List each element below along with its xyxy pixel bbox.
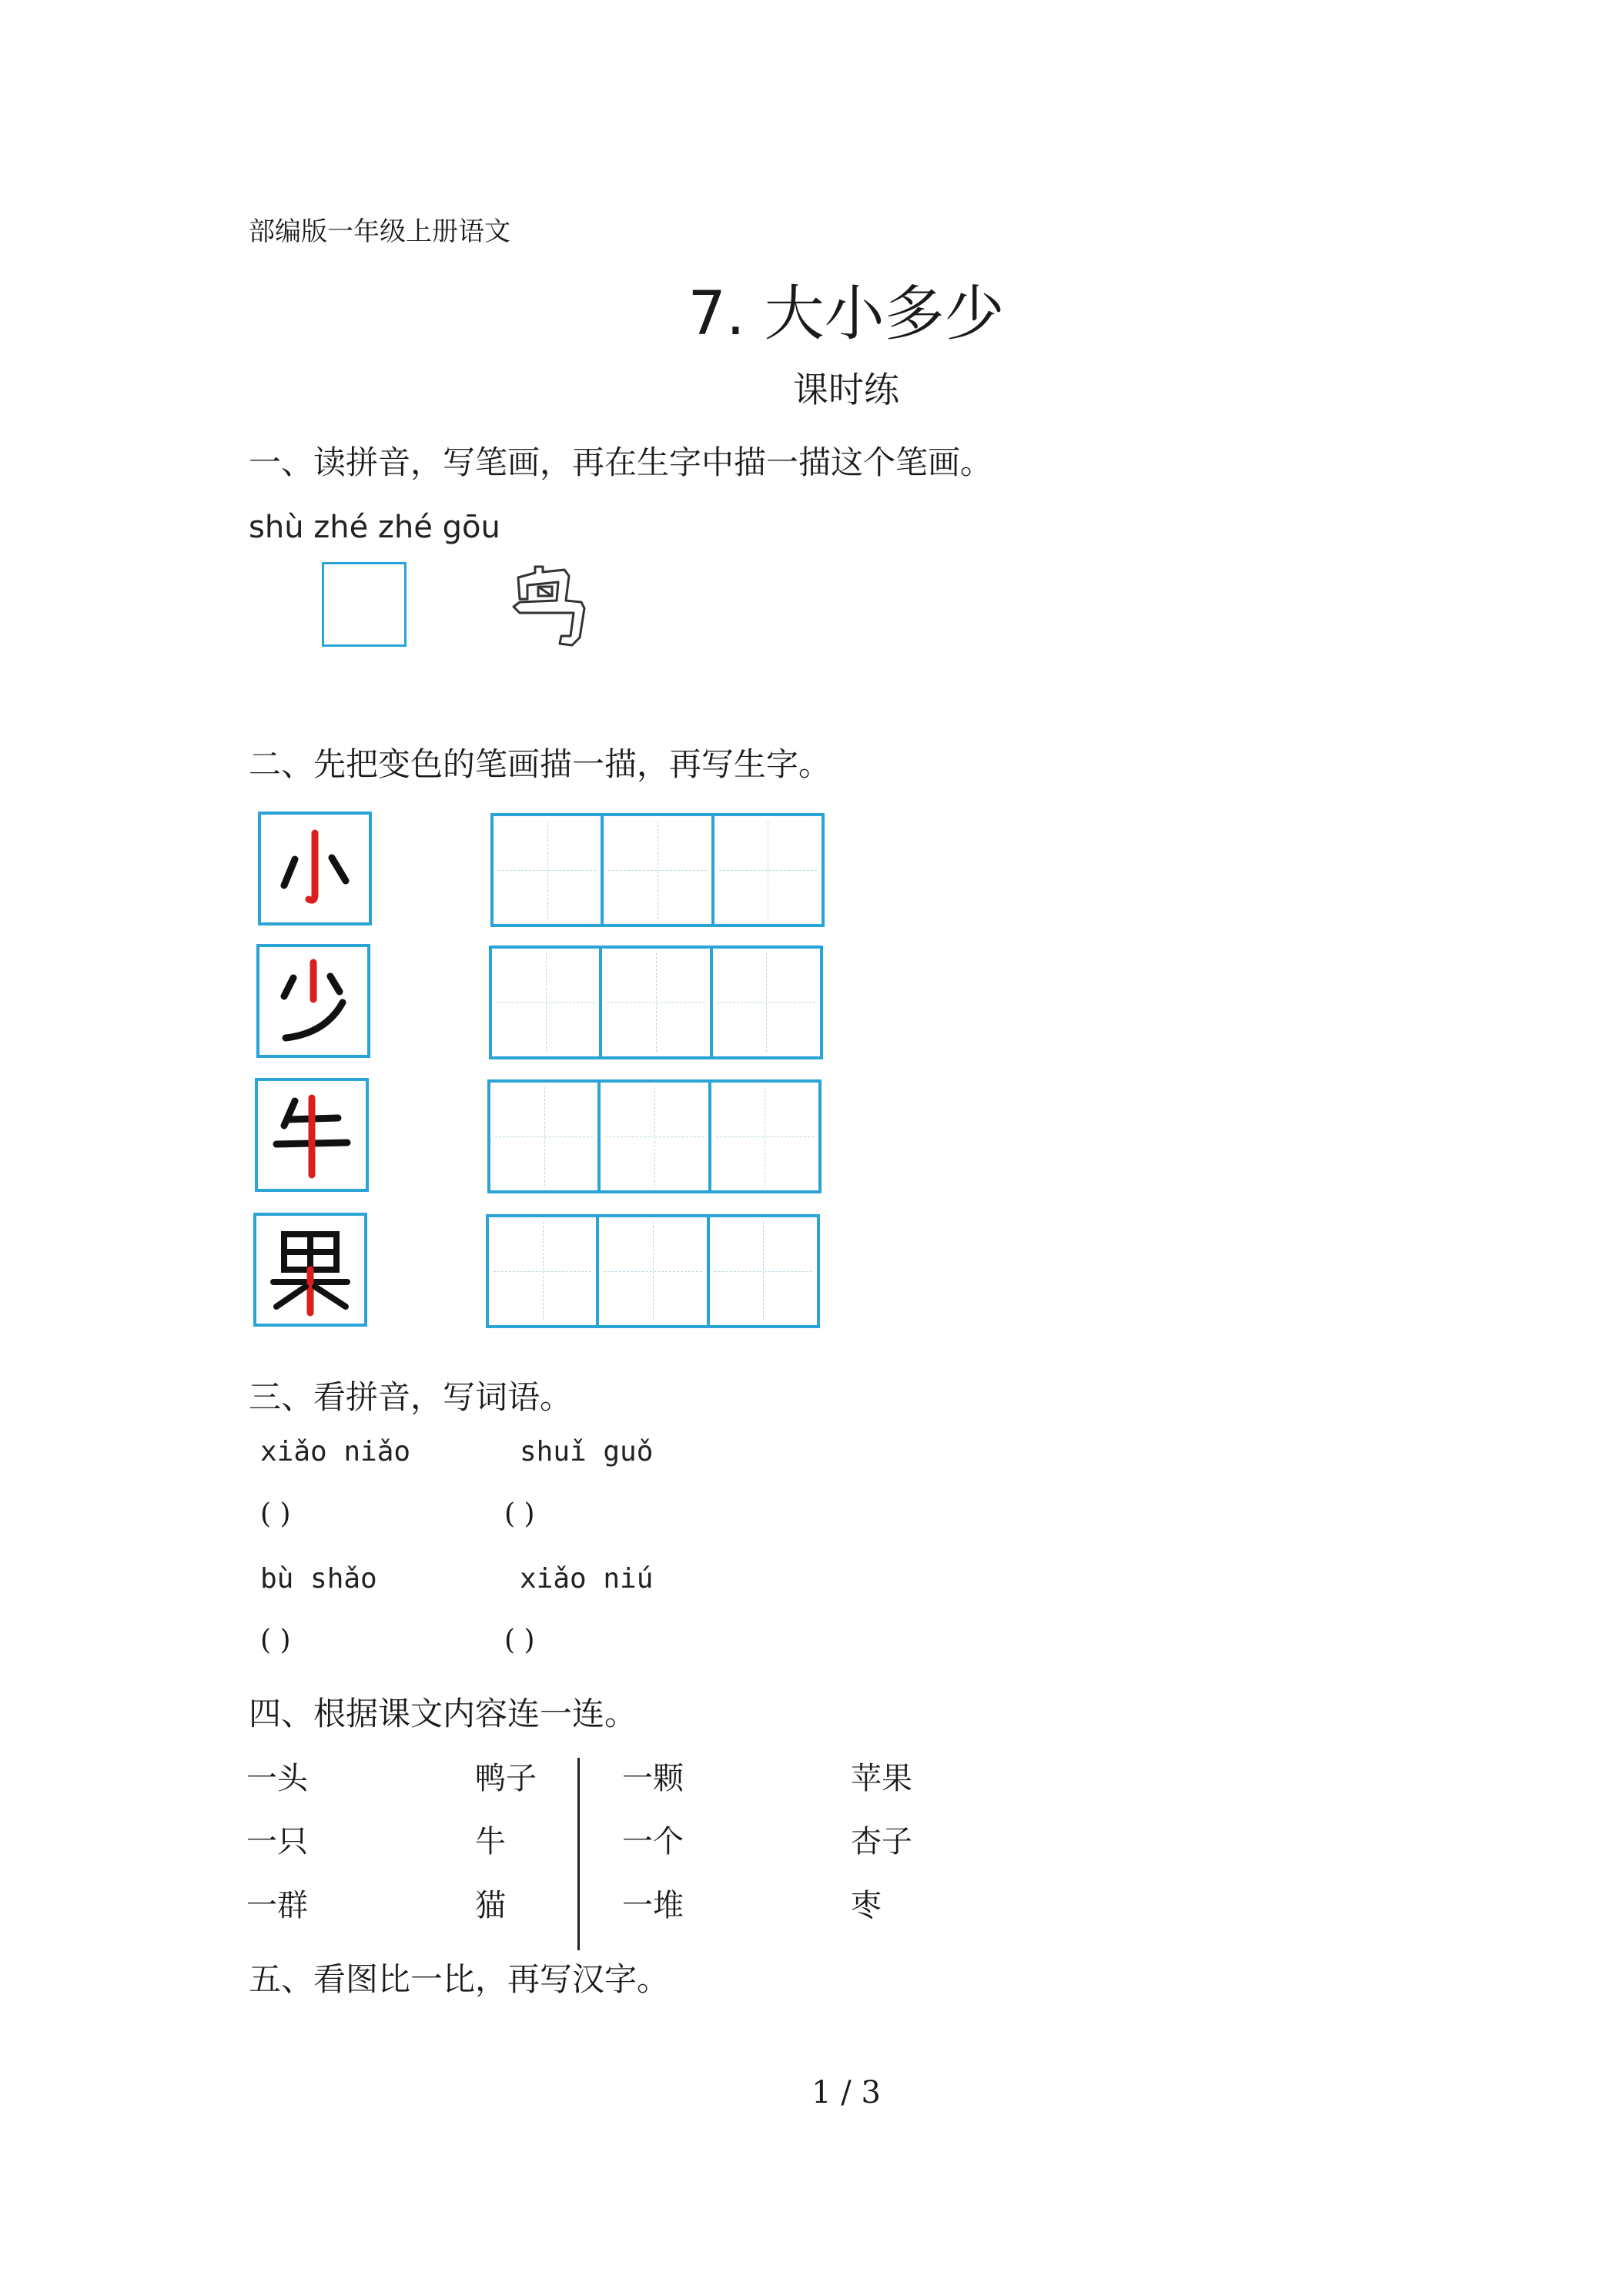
guo-glyph-icon bbox=[256, 1216, 364, 1324]
writing-cell[interactable] bbox=[489, 1217, 599, 1325]
writing-cell[interactable] bbox=[714, 816, 822, 924]
char-box-guo bbox=[253, 1213, 367, 1327]
lesson-subtitle: 课时练 bbox=[793, 369, 899, 410]
writing-cell[interactable] bbox=[711, 1083, 818, 1190]
measure-word[interactable]: 一个 bbox=[622, 1824, 684, 1859]
writing-cell[interactable] bbox=[599, 1217, 709, 1325]
writing-cell[interactable] bbox=[604, 816, 714, 924]
noun-word[interactable]: 苹果 bbox=[851, 1761, 912, 1796]
writing-grid-guo[interactable] bbox=[486, 1214, 820, 1328]
noun-word[interactable]: 鸭子 bbox=[475, 1761, 537, 1796]
niao-outline-character bbox=[504, 562, 589, 651]
answer-parentheses[interactable]: ( ) bbox=[504, 1498, 535, 1530]
writing-cell[interactable] bbox=[492, 949, 602, 1056]
pinyin-word: xiǎo niǎo bbox=[260, 1436, 411, 1468]
writing-cell[interactable] bbox=[710, 1217, 817, 1325]
measure-word[interactable]: 一头 bbox=[246, 1761, 308, 1796]
page-number: 1 / 3 bbox=[812, 2075, 881, 2110]
lesson-title: 7. 大小多少 bbox=[688, 279, 1005, 349]
answer-parentheses[interactable]: ( ) bbox=[260, 1625, 291, 1656]
writing-cell[interactable] bbox=[601, 1083, 711, 1190]
answer-parentheses[interactable]: ( ) bbox=[504, 1625, 535, 1656]
section-5-heading: 五、看图比一比，再写汉字。 bbox=[249, 1960, 670, 1998]
char-box-niu bbox=[255, 1078, 369, 1192]
section-1-heading: 一、读拼音，写笔画，再在生字中描一描这个笔画。 bbox=[249, 443, 993, 481]
pinyin-word: xiǎo niú bbox=[520, 1563, 654, 1595]
measure-word[interactable]: 一只 bbox=[246, 1824, 308, 1859]
writing-grid-shao[interactable] bbox=[489, 946, 823, 1059]
noun-word[interactable]: 猫 bbox=[475, 1888, 506, 1923]
writing-cell[interactable] bbox=[494, 816, 604, 924]
writing-cell[interactable] bbox=[602, 949, 712, 1056]
noun-word[interactable]: 杏子 bbox=[851, 1824, 912, 1859]
column-divider bbox=[577, 1758, 580, 1950]
shao-glyph-icon bbox=[259, 947, 367, 1055]
answer-parentheses[interactable]: ( ) bbox=[260, 1498, 291, 1530]
section-2-heading: 二、先把变色的笔画描一描，再写生字。 bbox=[249, 745, 832, 783]
writing-grid-niu[interactable] bbox=[487, 1079, 822, 1193]
char-box-xiao bbox=[258, 812, 372, 925]
char-box-shao bbox=[256, 944, 370, 1058]
niu-glyph-icon bbox=[258, 1081, 366, 1189]
section-3-heading: 三、看拼音，写词语。 bbox=[249, 1378, 573, 1416]
noun-word[interactable]: 牛 bbox=[475, 1824, 506, 1859]
writing-grid-xiao[interactable] bbox=[490, 813, 825, 927]
xiao-glyph-icon bbox=[261, 815, 369, 922]
pinyin-word: bù shǎo bbox=[260, 1563, 377, 1595]
stroke-answer-box[interactable] bbox=[322, 562, 407, 647]
section-4-heading: 四、根据课文内容连一连。 bbox=[249, 1695, 637, 1732]
measure-word[interactable]: 一群 bbox=[246, 1888, 308, 1923]
measure-word[interactable]: 一堆 bbox=[622, 1888, 684, 1923]
measure-word[interactable]: 一颗 bbox=[622, 1761, 684, 1796]
writing-cell[interactable] bbox=[713, 949, 820, 1056]
pinyin-word: shuǐ guǒ bbox=[520, 1436, 654, 1468]
noun-word[interactable]: 枣 bbox=[851, 1888, 882, 1923]
section-1-pinyin: shù zhé zhé gōu bbox=[249, 510, 500, 545]
writing-cell[interactable] bbox=[490, 1083, 601, 1190]
document-header: 部编版一年级上册语文 bbox=[249, 216, 510, 247]
